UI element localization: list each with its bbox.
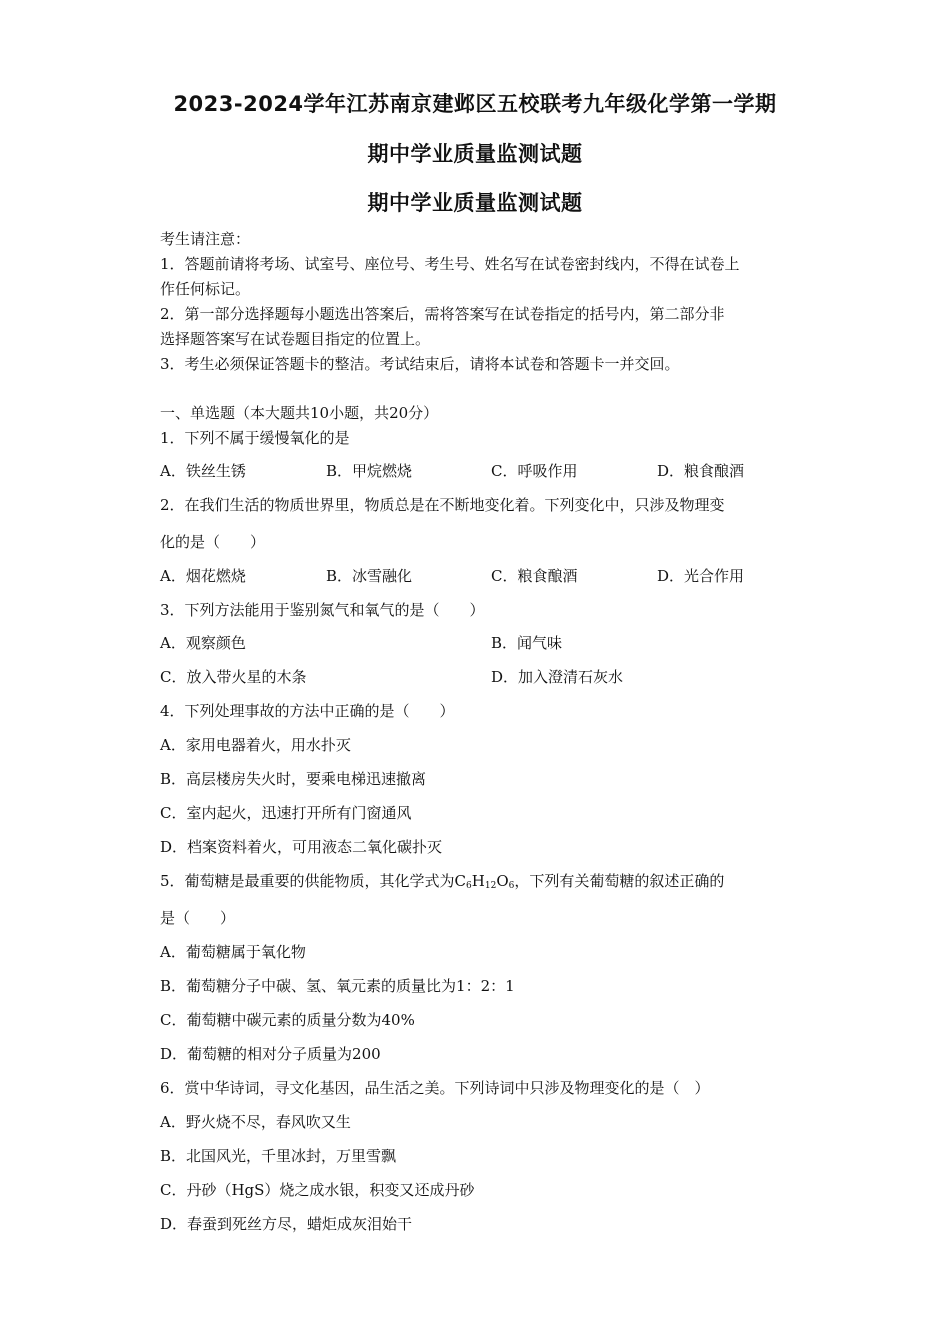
exam-title-line3: 期中学业质量监测试题 xyxy=(367,191,583,215)
question-5-option-a: A．葡萄糖属于氧化物 xyxy=(160,943,306,961)
notice-item-2: 2．第一部分选择题每小题选出答案后，需将答案写在试卷指定的括号内，第二部分非 xyxy=(160,305,725,323)
question-3-option-d: D．加入澄清石灰水 xyxy=(491,668,624,686)
question-6-option-c: C．丹砂（HgS）烧之成水银，积变又还成丹砂 xyxy=(160,1181,475,1199)
question-1-option-d: D．粮食酿酒 xyxy=(657,462,745,480)
question-5-option-c: C．葡萄糖中碳元素的质量分数为40% xyxy=(160,1011,415,1029)
question-4-option-b: B．高层楼房失火时，要乘电梯迅速撤离 xyxy=(160,770,427,788)
question-5-option-b: B．葡萄糖分子中碳、氢、氧元素的质量比为1：2：1 xyxy=(160,977,515,995)
question-3-option-c: C．放入带火星的木条 xyxy=(160,668,307,686)
question-2-option-a: A．烟花燃烧 xyxy=(160,567,246,585)
question-4-option-a: A．家用电器着火，用水扑灭 xyxy=(160,736,351,754)
question-5-option-d: D．葡萄糖的相对分子质量为200 xyxy=(160,1045,381,1063)
question-2-option-b: B．冰雪融化 xyxy=(326,567,413,585)
notice-item-2-cont: 选择题答案写在试卷题目指定的位置上。 xyxy=(160,330,431,348)
notice-item-3: 3．考生必须保证答题卡的整洁。考试结束后，请将本试卷和答题卡一并交回。 xyxy=(160,355,680,373)
question-2-stem-cont: 化的是（ ） xyxy=(160,533,266,551)
question-5-stem-start: 5．葡萄糖是最重要的供能物质，其化学式为C xyxy=(160,872,467,890)
question-4-option-d: D．档案资料着火，可用液态二氧化碳扑灭 xyxy=(160,838,443,856)
formula-element-h: H xyxy=(471,872,485,890)
question-1-option-a: A．铁丝生锈 xyxy=(160,462,246,480)
question-2-option-d: D．光合作用 xyxy=(657,567,745,585)
question-1-option-b: B．甲烷燃烧 xyxy=(326,462,413,480)
question-4-stem: 4．下列处理事故的方法中正确的是（ ） xyxy=(160,702,455,720)
question-2-stem: 2．在我们生活的物质世界里，物质总是在不断地变化着。下列变化中，只涉及物理变 xyxy=(160,496,725,514)
question-1-option-c: C．呼吸作用 xyxy=(491,462,578,480)
question-5-stem xyxy=(160,870,724,891)
question-3-option-a: A．观察颜色 xyxy=(160,634,246,652)
question-6-option-d: D．春蚕到死丝方尽，蜡炬成灰泪始干 xyxy=(160,1215,413,1233)
question-5-stem-end: ，下列有关葡萄糖的叙述正确的 xyxy=(514,872,725,890)
question-6-stem: 6．赏中华诗词，寻文化基因，品生活之美。下列诗词中只涉及物理变化的是（ ） xyxy=(160,1079,710,1097)
question-6-option-a: A．野火烧不尽，春风吹又生 xyxy=(160,1113,351,1131)
question-6-option-b: B．北国风光，千里冰封，万里雪飘 xyxy=(160,1147,397,1165)
formula-element-o: O xyxy=(496,872,509,890)
question-4-option-c: C．室内起火，迅速打开所有门窗通风 xyxy=(160,804,412,822)
formula-subscript-h: 12 xyxy=(484,881,497,891)
exam-title-line1: 2023-2024学年江苏南京建邺区五校联考九年级化学第一学期 xyxy=(173,92,777,116)
question-5-stem-cont: 是（ ） xyxy=(160,909,236,927)
formula-subscript-c: 6 xyxy=(466,881,472,891)
notice-item-1: 1．答题前请将考场、试室号、座位号、考生号、姓名写在试卷密封线内，不得在试卷上 xyxy=(160,255,740,273)
question-3-option-b: B．闻气味 xyxy=(491,634,563,652)
question-3-stem: 3．下列方法能用于鉴别氮气和氧气的是（ ） xyxy=(160,601,485,619)
question-1-stem: 1．下列不属于缓慢氧化的是 xyxy=(160,429,350,447)
formula-subscript-o: 6 xyxy=(508,881,515,891)
notice-heading: 考生请注意： xyxy=(160,230,251,248)
section-heading: 一、单选题（本大题共10小题，共20分） xyxy=(160,404,439,422)
notice-item-1-cont: 作任何标记。 xyxy=(160,280,251,298)
question-2-option-c: C．粮食酿酒 xyxy=(491,567,578,585)
exam-title-line2: 期中学业质量监测试题 xyxy=(367,142,583,166)
